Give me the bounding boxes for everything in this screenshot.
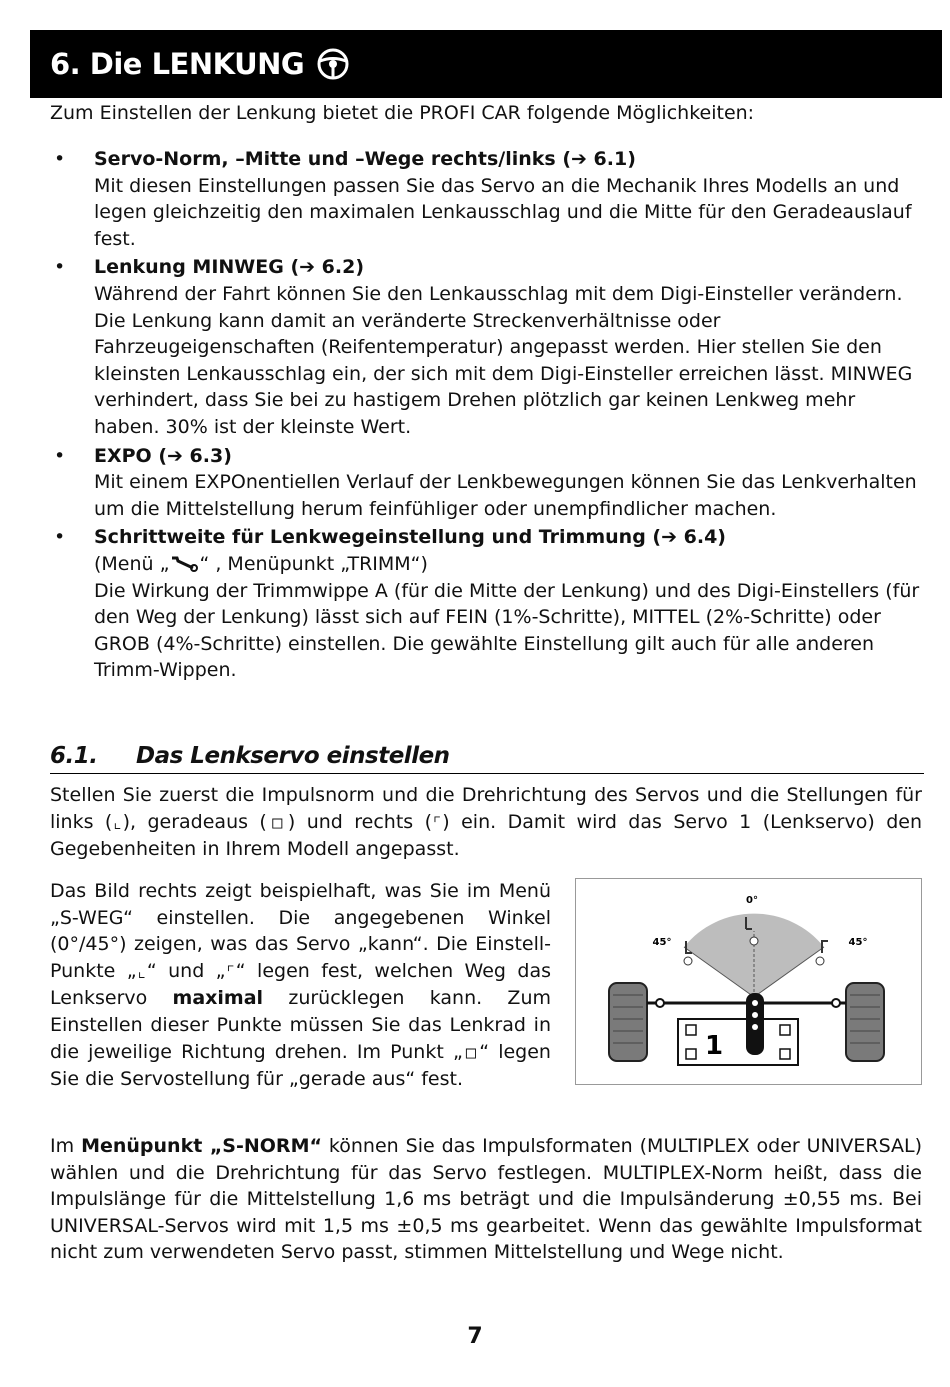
- page-number: 7: [467, 1324, 483, 1349]
- left-position-icon: ⌞: [112, 812, 123, 833]
- list-item: [50, 254, 920, 440]
- list-item: [50, 443, 920, 523]
- bullet-icon: •: [54, 256, 66, 279]
- angle-label-center: 0°: [746, 895, 758, 906]
- item-body: Mit diesen Einstellungen passen Sie das Servo an die Mechanik Ihres Modells an und legen gleichzeitig den maximalen Lenkausschlag und die Mitte für den Geradeauslauf fest.: [94, 174, 912, 250]
- item-heading: EXPO (➔ 6.3): [94, 444, 232, 467]
- intro-text: Zum Einstellen der Lenkung bietet die PROFI CAR folgende Möglichkeiten:: [50, 102, 755, 124]
- paragraph-servo-setup: Stellen Sie zuerst die Impulsnorm und die Drehrichtung des Servos und die Stellungen für links (⌞), geradeaus (□) und rechts (⌜) ein. Damit wird das Servo 1 (Lenkservo) den Gegebenheiten in Ihrem Modell angepasst.: [50, 784, 922, 861]
- bullet-icon: •: [54, 148, 66, 170]
- angle-label-left: 45°: [652, 937, 672, 948]
- center-position-icon: □: [462, 1042, 480, 1063]
- item-body: Mit einem EXPOnentiellen Verlauf der Lenkbewegungen können Sie das Lenkverhalten um die Mittelstellung herum feinfühliger oder unempfindlicher machen.: [94, 471, 917, 520]
- steering-wheel-icon: [316, 47, 350, 81]
- paragraph-s-norm: Im Menüpunkt „S-NORM“ können Sie das Impulsformaten (MULTIPLEX oder UNIVERSAL) wählen und die Drehrichtung für das Servo festlegen. MULTIPLEX-Norm heißt, dass die Impulslänge für die Mittelstellung 1,6 ms beträgt und die Impulsänderung ±0,55 ms. Bei UNIVERSAL-Servos wird mit 1,5 ms ±0,5 ms gearbeitet. Wenn das gewählte Impulsformat nicht zum verwendeten Servo passt, stimmen Mittelstellung und Wege nicht.: [50, 1135, 923, 1264]
- servo-number: 1: [704, 1031, 724, 1061]
- item-heading: Lenkung MINWEG (➔ 6.2): [94, 256, 365, 279]
- list-item: [50, 524, 920, 684]
- item-heading: Servo-Norm, –Mitte und –Wege rechts/links (➔ 6.1): [94, 148, 636, 170]
- chapter-title: 6. Die LENKUNG: [50, 47, 305, 81]
- paragraph-s-weg: Das Bild rechts zeigt beispielhaft, was Sie im Menü „S-WEG“ einstellen. Die angegebenen Winkel (0°/45°) zeigen, was das Servo „kann“. Die Einstell-Punkte „⌞“ und „⌜“ legen fest, welchen Weg das Lenkservo maximal zurücklegen kann. Zum Einstellen dieser Punkte müssen Sie das Lenkrad in die jeweilige Richtung drehen. Im Punkt „□“ legen Sie die Servostellung für „gerade aus“ fest.: [50, 880, 552, 1091]
- menu-reference: (Menü „ “ , Menüpunkt „TRIMM“): [94, 552, 428, 575]
- item-heading: Schrittweite für Lenkwegeinstellung und Trimmung (➔ 6.4): [94, 526, 726, 549]
- wrench-icon: [169, 555, 199, 573]
- steering-servo-figure: [575, 878, 922, 1085]
- item-body: Während der Fahrt können Sie den Lenkausschlag mit dem Digi-Einsteller verändern. Die Lenkung kann damit an veränderte Streckenverhältnisse oder Fahrzeugeigenschaften (Reifentemperatur) angepasst werden. Hier stellen Sie den kleinsten Lenkausschlag ein, der sich mit dem Digi-Einsteller erreichen lässt. MINWEG verhindert, dass Sie bei zu hastigem Drehen plötzlich gar keinen Lenkweg mehr haben. 30% ist der kleinste Wert.: [94, 282, 913, 438]
- left-position-icon: ⌞: [136, 961, 147, 982]
- servo-diagram: [576, 879, 921, 1084]
- angle-label-right: 45°: [848, 937, 868, 948]
- center-position-icon: □: [266, 812, 288, 833]
- section-number: 6.1.: [50, 743, 98, 769]
- list-item: [50, 146, 920, 252]
- right-position-icon: ⌜: [225, 961, 236, 982]
- bullet-icon: •: [54, 444, 66, 467]
- item-body: Die Wirkung der Trimmwippe A (für die Mitte der Lenkung) und des Digi-Einstellers (für den Weg der Lenkung) lässt sich auf FEIN (1%-Schritte), MITTEL (2%-Schritte) oder GROB (4%-Schritte) einstellen. Die gewählte Einstellung gilt auch für alle anderen Trimm-Wippen.: [94, 579, 920, 682]
- section-heading: [50, 743, 924, 774]
- options-list: [50, 146, 920, 686]
- section-title: Das Lenkservo einstellen: [136, 743, 450, 769]
- chapter-header: [30, 30, 942, 98]
- bullet-icon: •: [54, 526, 66, 549]
- right-position-icon: ⌜: [432, 812, 443, 833]
